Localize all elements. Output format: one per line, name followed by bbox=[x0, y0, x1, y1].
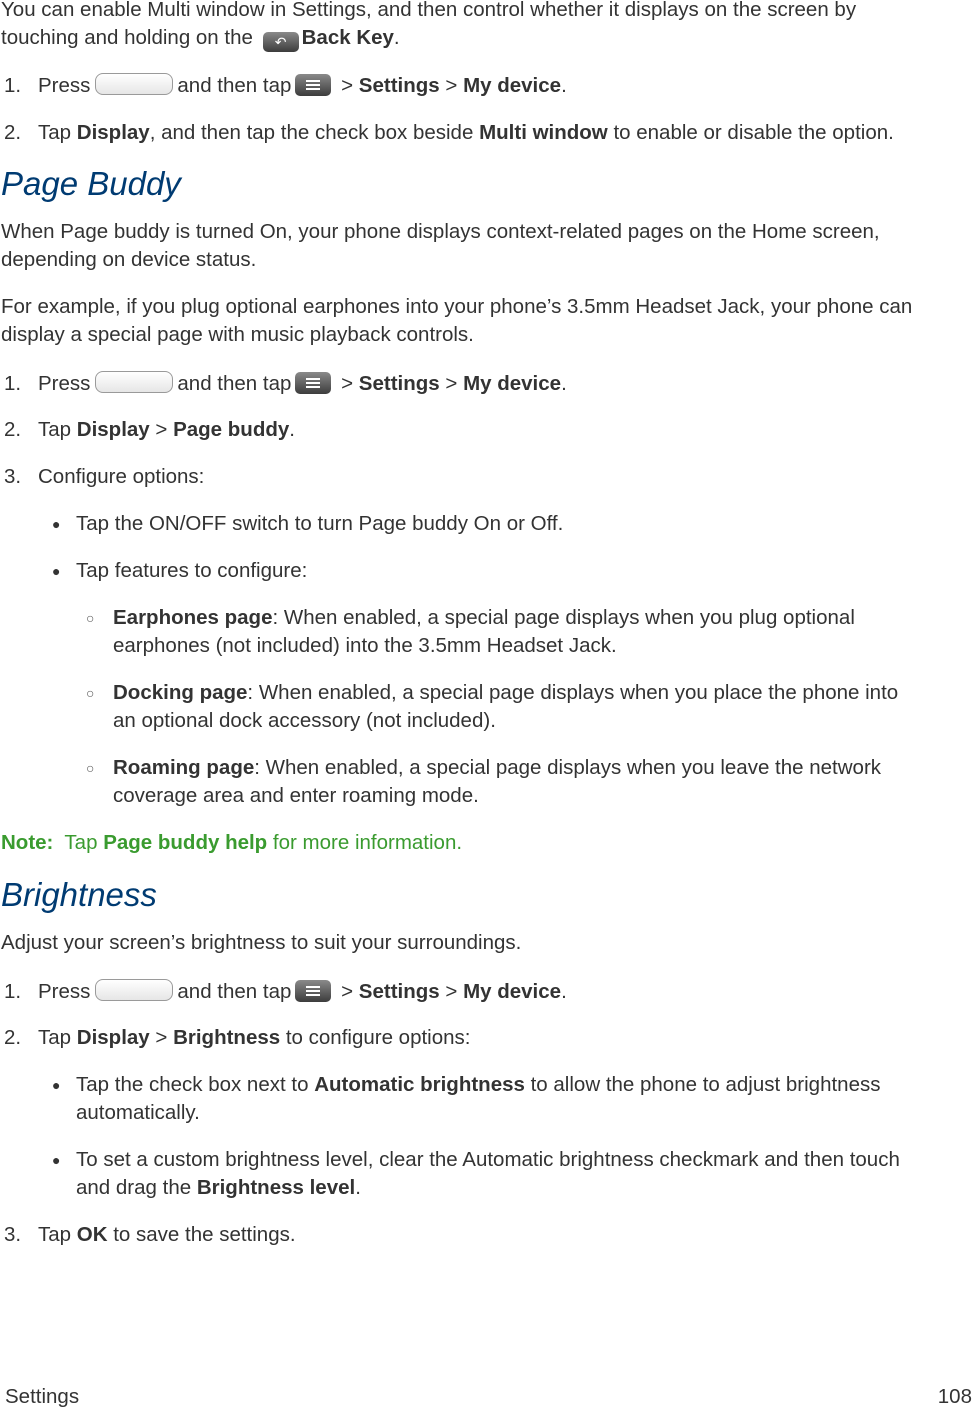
bullet-icon: ● bbox=[52, 1152, 61, 1168]
back-key-label: Back Key bbox=[301, 26, 394, 49]
page-buddy-paragraph-1 bbox=[1, 218, 973, 274]
menu-key-icon bbox=[295, 74, 331, 96]
sub-bullet-text bbox=[113, 679, 963, 735]
settings-label: Settings bbox=[358, 980, 440, 1003]
step-number: 1. bbox=[4, 372, 22, 395]
sub-bullet-line: : When enabled, a special page displays when you plug optional bbox=[272, 606, 855, 629]
display-label: Display bbox=[76, 121, 150, 144]
brightness-paragraph: Adjust your screen’s brightness to suit your surroundings. bbox=[1, 931, 522, 954]
sub-bullet-text bbox=[113, 754, 963, 810]
page-buddy-paragraph-2 bbox=[1, 293, 973, 349]
display-label: Display bbox=[76, 1026, 150, 1049]
ok-label: OK bbox=[76, 1223, 108, 1246]
circle-bullet-icon: ○ bbox=[86, 610, 95, 626]
brightness-bullet-2 bbox=[0, 1146, 972, 1202]
paragraph-line: depending on device status. bbox=[1, 248, 257, 271]
bullet-line: To set a custom brightness level, clear the Automatic brightness checkmark and then touch bbox=[76, 1148, 900, 1171]
page-buddy-step-2 bbox=[0, 416, 972, 444]
intro-line-1: You can enable Multi window in Settings, and then control whether it displays on the screen by bbox=[1, 0, 857, 21]
page-buddy-note bbox=[1, 829, 973, 857]
docking-page-item bbox=[0, 679, 972, 735]
press-text: Press bbox=[38, 74, 91, 97]
step-text bbox=[38, 119, 968, 147]
period: . bbox=[561, 980, 567, 1003]
note-text-end: for more information. bbox=[272, 831, 463, 854]
sub-bullet-line: : When enabled, a special page displays when you leave the network bbox=[254, 756, 882, 779]
separator: > bbox=[155, 418, 168, 441]
separator: > bbox=[445, 372, 458, 395]
home-key-icon bbox=[95, 979, 173, 1001]
sub-bullet-line: coverage area and enter roaming mode. bbox=[113, 784, 479, 807]
sub-bullet-text bbox=[113, 604, 963, 660]
my-device-label: My device bbox=[463, 980, 562, 1003]
bullet-text-pre: Tap the check box next to bbox=[76, 1073, 309, 1096]
intro-period: . bbox=[393, 26, 400, 49]
intro-text: touching and holding on the bbox=[1, 26, 253, 49]
period: . bbox=[289, 418, 295, 441]
circle-bullet-icon: ○ bbox=[86, 685, 95, 701]
circle-bullet-icon: ○ bbox=[86, 760, 95, 776]
step-text bbox=[38, 978, 968, 1006]
footer-section: Settings bbox=[5, 1385, 80, 1408]
note-text: Tap bbox=[64, 831, 98, 854]
step-number: 1. bbox=[4, 980, 22, 1003]
separator: > bbox=[445, 980, 458, 1003]
tap-text: Tap bbox=[38, 121, 72, 144]
menu-key-icon bbox=[295, 980, 331, 1002]
page-buddy-label: Page buddy bbox=[173, 418, 290, 441]
tap-text: and then tap bbox=[177, 74, 292, 97]
period: . bbox=[355, 1176, 361, 1199]
home-key-icon bbox=[95, 73, 173, 95]
page-number: 108 bbox=[937, 1385, 972, 1408]
roaming-page-item bbox=[0, 754, 972, 810]
tap-text: Tap bbox=[38, 418, 72, 441]
multi-window-step-2 bbox=[0, 119, 972, 147]
bullet-icon: ● bbox=[52, 516, 61, 532]
brightness-step-3 bbox=[0, 1221, 972, 1249]
press-text: Press bbox=[38, 372, 91, 395]
page-buddy-bullet-2 bbox=[0, 557, 972, 585]
brightness-step-1 bbox=[0, 978, 972, 1006]
step-number: 2. bbox=[4, 121, 22, 144]
docking-page-label: Docking page bbox=[113, 681, 248, 704]
brightness-label: Brightness bbox=[173, 1026, 281, 1049]
step-number: 1. bbox=[4, 74, 22, 97]
step-text: Configure options: bbox=[38, 465, 205, 488]
sub-bullet-line: an optional dock accessory (not included). bbox=[113, 709, 496, 732]
paragraph-line: For example, if you plug optional earphones into your phone’s 3.5mm Headset Jack, your phone can bbox=[1, 295, 913, 318]
separator: > bbox=[341, 980, 354, 1003]
separator: > bbox=[341, 74, 354, 97]
roaming-page-label: Roaming page bbox=[113, 756, 255, 779]
step-number: 3. bbox=[4, 1223, 22, 1246]
earphones-page-item bbox=[0, 604, 972, 660]
bullet-text-post: to allow the phone to adjust brightness bbox=[530, 1073, 881, 1096]
my-device-label: My device bbox=[463, 74, 562, 97]
brightness-bullet-1 bbox=[0, 1071, 972, 1127]
step-text-end: to configure options: bbox=[285, 1026, 471, 1049]
paragraph-line: display a special page with music playback controls. bbox=[1, 323, 474, 346]
sub-bullet-line: earphones (not included) into the 3.5mm Headset Jack. bbox=[113, 634, 617, 657]
page-buddy-step-1 bbox=[0, 370, 972, 398]
intro-line-2 bbox=[1, 24, 973, 52]
bullet-text: Tap the ON/OFF switch to turn Page buddy On or Off. bbox=[76, 512, 564, 535]
step-text bbox=[38, 1024, 968, 1052]
multi-window-label: Multi window bbox=[479, 121, 608, 144]
period: . bbox=[561, 372, 567, 395]
brightness-level-label: Brightness level bbox=[196, 1176, 356, 1199]
note-label: Note: bbox=[1, 831, 54, 854]
step-number: 3. bbox=[4, 465, 22, 488]
brightness-step-2 bbox=[0, 1024, 972, 1052]
tap-text: Tap bbox=[38, 1223, 72, 1246]
bullet-text bbox=[76, 1146, 966, 1202]
step-text-end: to enable or disable the option. bbox=[613, 121, 894, 144]
home-key-icon bbox=[95, 371, 173, 393]
step-text bbox=[38, 370, 968, 398]
back-key-icon: ↶ bbox=[263, 32, 299, 52]
brightness-heading: Brightness bbox=[1, 876, 157, 913]
bullet-icon: ● bbox=[52, 1077, 61, 1093]
tap-text: and then tap bbox=[177, 980, 292, 1003]
period: . bbox=[561, 74, 567, 97]
multi-window-step-1 bbox=[0, 72, 972, 100]
paragraph-line: When Page buddy is turned On, your phone displays context-related pages on the Home screen, bbox=[1, 220, 880, 243]
page-buddy-help-label: Page buddy help bbox=[103, 831, 268, 854]
step-text bbox=[38, 72, 968, 100]
sub-bullet-line: : When enabled, a special page displays when you place the phone into bbox=[247, 681, 899, 704]
my-device-label: My device bbox=[463, 372, 562, 395]
step-number: 2. bbox=[4, 1026, 22, 1049]
settings-label: Settings bbox=[358, 372, 440, 395]
bullet-line: automatically. bbox=[76, 1101, 200, 1124]
step-number: 2. bbox=[4, 418, 22, 441]
separator: > bbox=[341, 372, 354, 395]
step-text-end: to save the settings. bbox=[113, 1223, 296, 1246]
intro-paragraph bbox=[1, 0, 973, 52]
bullet-text-pre: and drag the bbox=[76, 1176, 192, 1199]
tap-text: Tap bbox=[38, 1026, 72, 1049]
page-buddy-step-3 bbox=[0, 463, 972, 491]
earphones-page-label: Earphones page bbox=[113, 606, 273, 629]
step-text-mid: , and then tap the check box beside bbox=[149, 121, 474, 144]
separator: > bbox=[445, 74, 458, 97]
press-text: Press bbox=[38, 980, 91, 1003]
page-buddy-bullet-1 bbox=[0, 510, 972, 538]
step-text bbox=[38, 416, 968, 444]
automatic-brightness-label: Automatic brightness bbox=[314, 1073, 525, 1096]
display-label: Display bbox=[76, 418, 150, 441]
separator: > bbox=[155, 1026, 168, 1049]
step-text bbox=[38, 1221, 968, 1249]
settings-label: Settings bbox=[358, 74, 440, 97]
menu-key-icon bbox=[295, 372, 331, 394]
bullet-icon: ● bbox=[52, 563, 61, 579]
page-buddy-heading: Page Buddy bbox=[1, 165, 181, 202]
bullet-text: Tap features to configure: bbox=[76, 559, 308, 582]
tap-text: and then tap bbox=[177, 372, 292, 395]
bullet-text bbox=[76, 1071, 966, 1127]
